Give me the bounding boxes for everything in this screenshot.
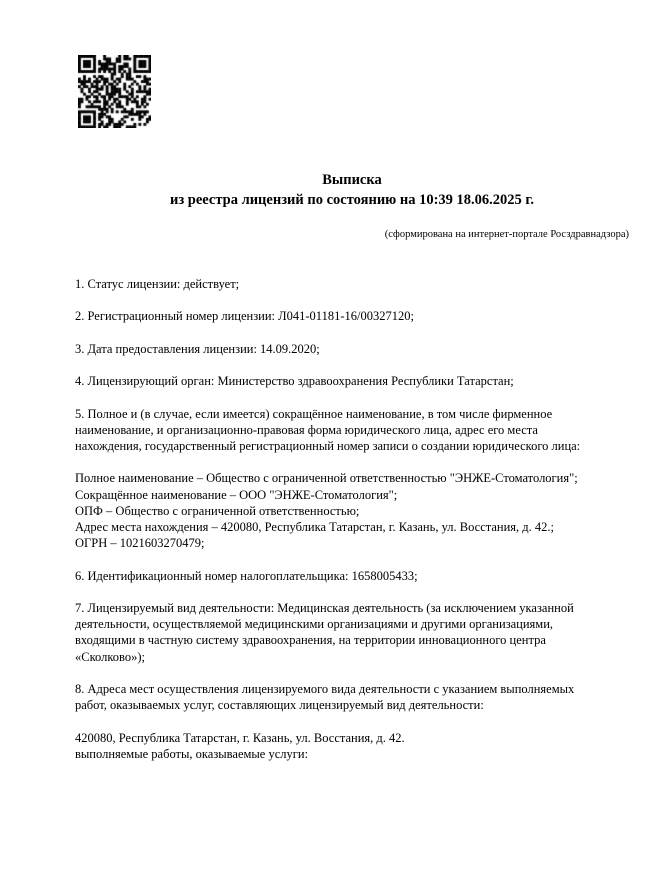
text-line: Сокращённое наименование – ООО "ЭНЖЕ-Стоматология"; — [75, 487, 398, 502]
text-line: 8. Адреса мест осуществления лицензируемого вида деятельности с указанием выполняемых — [75, 681, 575, 696]
document-title — [75, 171, 629, 210]
text-line: нахождения, государственный регистрационный номер записи о создании юридического лица: — [75, 438, 581, 453]
paragraph-activity-addresses-intro — [75, 681, 629, 713]
text-line: 420080, Республика Татарстан, г. Казань, ул. Восстания, д. 42. — [75, 730, 405, 745]
title-line-1: Выписка — [322, 172, 382, 188]
text-line: Адрес места нахождения – 420080, Республика Татарстан, г. Казань, ул. Восстания, д. 42.; — [75, 519, 555, 534]
paragraph-license-status — [75, 276, 629, 292]
text-line: выполняемые работы, оказываемые услуги: — [75, 746, 309, 761]
paragraph-activity-address — [75, 730, 629, 762]
document-subtitle: (сформирована на интернет-портале Росздравнадзора) — [384, 229, 629, 240]
paragraph-registration-number — [75, 308, 629, 324]
text-line: 1. Статус лицензии: действует; — [75, 277, 240, 291]
text-line: «Сколково»); — [75, 649, 145, 664]
text-line: входящими в частную систему здравоохранения, на территории инновационного центра — [75, 633, 546, 648]
paragraph-entity-details — [75, 470, 629, 551]
paragraph-taxpayer-number — [75, 568, 629, 584]
text-line: ОПФ – Общество с ограниченной ответственностью; — [75, 503, 360, 518]
text-line: 3. Дата предоставления лицензии: 14.09.2020; — [75, 341, 320, 356]
paragraph-grant-date — [75, 341, 629, 357]
text-line: ОГРН – 1021603270479; — [75, 536, 205, 551]
text-line: 2. Регистрационный номер лицензии: Л041-01181-16/00327120; — [75, 309, 414, 324]
text-line: 7. Лицензируемый вид деятельности: Медицинская деятельность (за исключением указанной — [75, 600, 574, 615]
paragraph-licensing-authority — [75, 373, 629, 389]
text-line: наименование, и организационно-правовая форма юридического лица, адрес его места — [75, 422, 538, 437]
text-line: 4. Лицензирующий орган: Министерство здравоохранения Республики Татарстан; — [75, 374, 514, 389]
text-line: Полное наименование – Общество с ограниченной ответственностью "ЭНЖЕ-Стоматология"; — [75, 471, 578, 486]
document-body — [75, 276, 629, 778]
text-line: деятельности, осуществляемой медицинскими организациями и другими организациями, — [75, 617, 554, 632]
text-line: 6. Идентификационный номер налогоплательщика: 1658005433; — [75, 568, 418, 583]
paragraph-licensed-activity — [75, 600, 629, 665]
paragraph-entity-name-intro — [75, 406, 629, 455]
qr-code-icon — [78, 55, 151, 128]
text-line: 5. Полное и (в случае, если имеется) сокращённое наименование, в том числе фирменное — [75, 406, 553, 421]
title-line-2: из реестра лицензий по состоянию на 10:39 18.06.2025 г. — [169, 191, 535, 208]
text-line: работ, оказываемых услуг, составляющих лицензируемый вид деятельности: — [75, 698, 484, 713]
